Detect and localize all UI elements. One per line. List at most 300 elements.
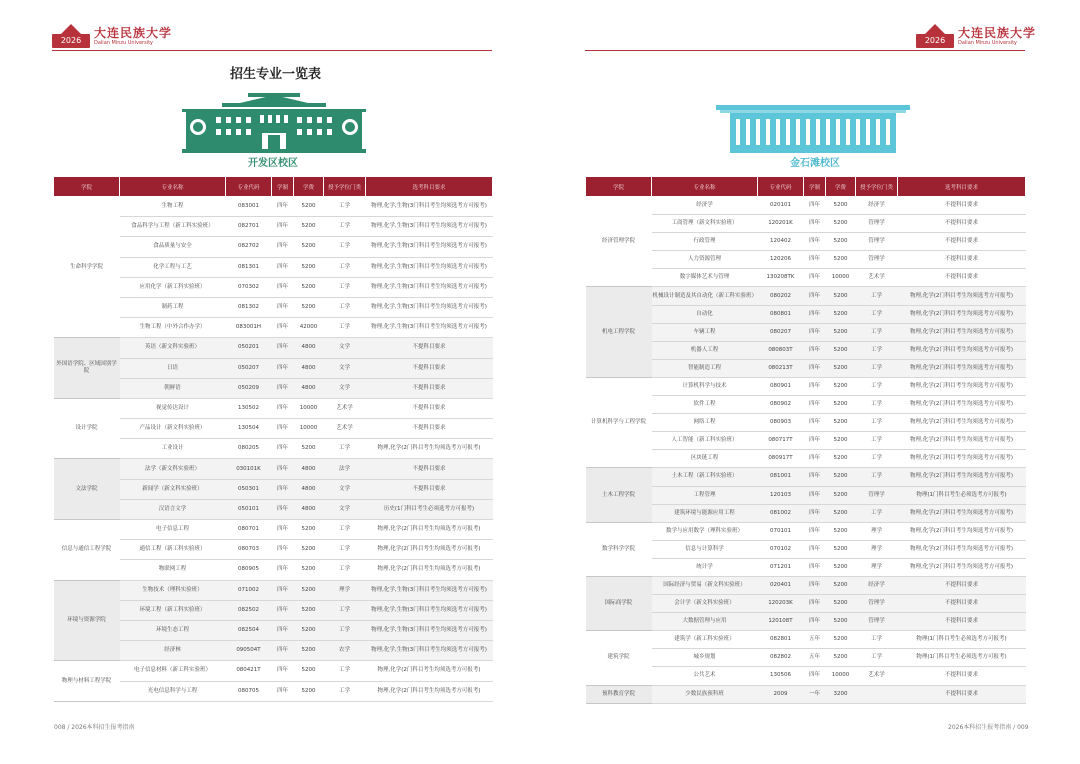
major-code-cell: 070101: [758, 522, 804, 540]
degree-cell: 管理学: [856, 595, 898, 613]
jinshitan-campus-label: 金石滩校区: [790, 158, 840, 169]
major-code-cell: 080703: [226, 540, 272, 560]
major-code-cell: 082502: [226, 600, 272, 620]
requirement-cell: 物理,化学(2门科目考生均须选考方可报考): [898, 377, 1026, 395]
duration-cell: 四年: [272, 378, 294, 398]
major-code-cell: 030101K: [226, 459, 272, 479]
table-row: [586, 576, 1026, 594]
requirement-cell: 物理,化学,生物(3门科目考生均须选考方可报考): [366, 257, 493, 277]
requirement-cell: 不提科目要求: [898, 685, 1026, 703]
duration-cell: 四年: [272, 257, 294, 277]
degree-cell: 工学: [856, 305, 898, 323]
major-code-cell: 083001H: [226, 318, 272, 338]
duration-cell: 四年: [272, 297, 294, 317]
table-row: [586, 269, 1026, 287]
duration-cell: 四年: [804, 504, 826, 522]
duration-cell: 四年: [804, 305, 826, 323]
table-row: [586, 486, 1026, 504]
requirement-cell: 不提科目要求: [898, 197, 1026, 215]
tuition-cell: 5200: [294, 439, 324, 459]
table-row: [586, 522, 1026, 540]
degree-cell: 理学: [856, 558, 898, 576]
major-code-cell: 120402: [758, 233, 804, 251]
header-major: 专业名称: [652, 177, 758, 197]
requirement-cell: 物理,化学(2门科目考生均须选考方可报考): [898, 432, 1026, 450]
tuition-cell: 5200: [826, 305, 856, 323]
requirement-cell: 不提科目要求: [898, 251, 1026, 269]
major-name-cell: 制药工程: [120, 297, 226, 317]
requirement-cell: 历史(1门科目考生必须选考方可报考): [366, 499, 493, 519]
major-name-cell: 产品设计（新文科实验班）: [120, 419, 226, 439]
table-row: [54, 237, 493, 257]
major-name-cell: 国际经济与贸易（新文科实验班）: [652, 576, 758, 594]
college-cell: 建筑学院: [586, 631, 652, 685]
tuition-cell: 5200: [826, 215, 856, 233]
major-name-cell: 建筑环境与能源应用工程: [652, 504, 758, 522]
tuition-cell: 10000: [294, 419, 324, 439]
requirement-cell: 物理,化学,生物(3门科目考生均须选考方可报考): [366, 600, 493, 620]
degree-cell: 管理学: [856, 251, 898, 269]
table-row: [586, 504, 1026, 522]
requirement-cell: 物理,化学(2门科目考生均须选考方可报考): [898, 305, 1026, 323]
major-code-cell: 080701: [226, 520, 272, 540]
tuition-cell: 4800: [294, 358, 324, 378]
college-cell: 数学科学学院: [586, 522, 652, 576]
left-header-rule: [52, 50, 492, 51]
duration-cell: 四年: [804, 468, 826, 486]
table-row: [54, 378, 493, 398]
duration-cell: 四年: [272, 358, 294, 378]
major-name-cell: 会计学（新文科实验班）: [652, 595, 758, 613]
duration-cell: 四年: [804, 486, 826, 504]
requirement-cell: 物理,化学,生物(3门科目考生均须选考方可报考): [366, 620, 493, 640]
degree-cell: 工学: [856, 649, 898, 667]
tuition-cell: 5200: [826, 486, 856, 504]
duration-cell: 四年: [272, 600, 294, 620]
requirement-cell: 不提科目要求: [366, 378, 493, 398]
duration-cell: 五年: [804, 649, 826, 667]
tuition-cell: 5200: [294, 580, 324, 600]
table-row: [54, 439, 493, 459]
requirement-cell: 物理,化学,生物(3门科目考生均须选考方可报考): [366, 318, 493, 338]
table-row: [54, 620, 493, 640]
requirement-cell: 不提科目要求: [898, 233, 1026, 251]
major-code-cell: 080705: [226, 681, 272, 701]
header-requirement: 选考科目要求: [366, 177, 493, 197]
header-degree: 授予学位门类: [324, 177, 366, 197]
college-cell: 文法学院: [54, 459, 120, 520]
requirement-cell: 物理,化学(2门科目考生均须选考方可报考): [898, 540, 1026, 558]
major-name-cell: 车辆工程: [652, 323, 758, 341]
duration-cell: 四年: [272, 277, 294, 297]
major-name-cell: 信息与计算科学: [652, 540, 758, 558]
logo-en-name: Dalian Minzu University: [94, 39, 153, 46]
duration-cell: 四年: [804, 233, 826, 251]
table-row: [586, 613, 1026, 631]
duration-cell: 四年: [272, 620, 294, 640]
logo-year-badge: 2026: [916, 34, 954, 48]
duration-cell: 四年: [804, 396, 826, 414]
table-row: [54, 459, 493, 479]
requirement-cell: 物理,化学(2门科目考生均须选考方可报考): [898, 468, 1026, 486]
tuition-cell: 5200: [826, 359, 856, 377]
major-name-cell: 化学工程与工艺: [120, 257, 226, 277]
tuition-cell: 5200: [826, 432, 856, 450]
degree-cell: 工学: [324, 520, 366, 540]
header-major: 专业名称: [120, 177, 226, 197]
table-row: [54, 580, 493, 600]
right-header-rule: [585, 50, 1025, 51]
degree-cell: 工学: [856, 287, 898, 305]
degree-cell: 经济学: [856, 576, 898, 594]
requirement-cell: 物理,化学(2门科目考生均须选考方可报考): [366, 560, 493, 580]
duration-cell: 四年: [272, 520, 294, 540]
degree-cell: 工学: [324, 297, 366, 317]
header-tuition: 学费: [826, 177, 856, 197]
tuition-cell: 5200: [826, 341, 856, 359]
tuition-cell: 5200: [826, 450, 856, 468]
degree-cell: 农学: [324, 641, 366, 661]
tuition-cell: 5200: [826, 504, 856, 522]
requirement-cell: 物理(1门科目考生必须选考方可报考): [898, 631, 1026, 649]
table-row: [54, 499, 493, 519]
major-name-cell: 法学（新文科实验班）: [120, 459, 226, 479]
table-row: [586, 233, 1026, 251]
degree-cell: 艺术学: [324, 398, 366, 418]
table-row: [54, 338, 493, 358]
requirement-cell: 物理,化学(2门科目考生均须选考方可报考): [898, 558, 1026, 576]
major-name-cell: 英语（新文科实验班）: [120, 338, 226, 358]
table-row: [54, 540, 493, 560]
major-name-cell: 生物工程（中外合作办学）: [120, 318, 226, 338]
kaifaqu-building-icon: [182, 93, 366, 153]
table-row: [586, 685, 1026, 703]
major-code-cell: 020101: [758, 197, 804, 215]
requirement-cell: 物理,化学(2门科目考生均须选考方可报考): [898, 287, 1026, 305]
degree-cell: 文学: [324, 499, 366, 519]
degree-cell: 工学: [324, 439, 366, 459]
table-row: [54, 217, 493, 237]
degree-cell: 工学: [324, 681, 366, 701]
major-code-cell: 120201K: [758, 215, 804, 233]
tuition-cell: 5200: [826, 377, 856, 395]
tuition-cell: 5200: [294, 641, 324, 661]
header-duration: 学制: [804, 177, 826, 197]
tuition-cell: 4800: [294, 499, 324, 519]
tuition-cell: 5200: [826, 197, 856, 215]
tuition-cell: 4800: [294, 479, 324, 499]
major-name-cell: 智能制造工程: [652, 359, 758, 377]
degree-cell: 艺术学: [324, 419, 366, 439]
major-code-cell: 050201: [226, 338, 272, 358]
table-row: [54, 318, 493, 338]
duration-cell: 四年: [272, 419, 294, 439]
major-name-cell: 工商管理（新文科实验班）: [652, 215, 758, 233]
jinshitan-table-body: [586, 197, 1026, 704]
major-name-cell: 经济林: [120, 641, 226, 661]
duration-cell: 四年: [272, 641, 294, 661]
major-name-cell: 人力资源管理: [652, 251, 758, 269]
table-row: [586, 540, 1026, 558]
major-code-cell: 120203K: [758, 595, 804, 613]
table-row: [54, 197, 493, 217]
major-name-cell: 光电信息科学与工程: [120, 681, 226, 701]
duration-cell: 四年: [804, 359, 826, 377]
table-row: [54, 600, 493, 620]
tuition-cell: 5200: [826, 540, 856, 558]
jinshitan-majors-table: [585, 176, 1026, 704]
duration-cell: 四年: [804, 576, 826, 594]
degree-cell: 工学: [856, 396, 898, 414]
college-cell: 土木工程学院: [586, 468, 652, 522]
degree-cell: 工学: [324, 237, 366, 257]
degree-cell: 理学: [856, 540, 898, 558]
duration-cell: 五年: [804, 631, 826, 649]
major-name-cell: 日语: [120, 358, 226, 378]
duration-cell: 四年: [804, 197, 826, 215]
tuition-cell: 5200: [294, 277, 324, 297]
requirement-cell: 物理,化学,生物(3门科目考生均须选考方可报考): [366, 217, 493, 237]
tuition-cell: 5200: [826, 631, 856, 649]
requirement-cell: 物理,化学(2门科目考生均须选考方可报考): [898, 341, 1026, 359]
requirement-cell: 不提科目要求: [366, 419, 493, 439]
major-name-cell: 城乡规划: [652, 649, 758, 667]
table-row: [54, 661, 493, 681]
college-cell: 预科教育学院: [586, 685, 652, 703]
major-code-cell: 130208TK: [758, 269, 804, 287]
major-code-cell: 081301: [226, 257, 272, 277]
major-code-cell: 080202: [758, 287, 804, 305]
degree-cell: 工学: [856, 504, 898, 522]
tuition-cell: 5200: [826, 522, 856, 540]
requirement-cell: 物理(1门科目考生必须选考方可报考): [898, 486, 1026, 504]
college-cell: 经济管理学院: [586, 197, 652, 287]
table-row: [586, 667, 1026, 685]
requirement-cell: 不提科目要求: [366, 398, 493, 418]
major-name-cell: 视觉传达设计: [120, 398, 226, 418]
tuition-cell: 5200: [294, 520, 324, 540]
major-name-cell: 机器人工程: [652, 341, 758, 359]
college-cell: 环境与资源学院: [54, 580, 120, 661]
right-logo: [916, 24, 1036, 48]
table-row: [586, 631, 1026, 649]
duration-cell: 四年: [272, 197, 294, 217]
tuition-cell: 4800: [294, 459, 324, 479]
requirement-cell: 物理,化学(2门科目考生均须选考方可报考): [898, 414, 1026, 432]
major-name-cell: 物联网工程: [120, 560, 226, 580]
duration-cell: 四年: [804, 432, 826, 450]
requirement-cell: 不提科目要求: [898, 667, 1026, 685]
degree-cell: 管理学: [856, 486, 898, 504]
major-code-cell: 090504T: [226, 641, 272, 661]
major-code-cell: 081302: [226, 297, 272, 317]
tuition-cell: 5200: [294, 297, 324, 317]
degree-cell: 文学: [324, 358, 366, 378]
requirement-cell: 物理,化学,生物(3门科目考生均须选考方可报考): [366, 297, 493, 317]
table-row: [586, 377, 1026, 395]
duration-cell: 四年: [272, 499, 294, 519]
degree-cell: 工学: [324, 600, 366, 620]
degree-cell: 管理学: [856, 215, 898, 233]
tuition-cell: 4800: [294, 378, 324, 398]
major-code-cell: 050207: [226, 358, 272, 378]
major-code-cell: 080717T: [758, 432, 804, 450]
major-code-cell: 080803T: [758, 341, 804, 359]
duration-cell: 四年: [804, 341, 826, 359]
table-row: [586, 215, 1026, 233]
duration-cell: 四年: [272, 439, 294, 459]
major-code-cell: 120103: [758, 486, 804, 504]
header-code: 专业代码: [226, 177, 272, 197]
tuition-cell: 5200: [826, 649, 856, 667]
duration-cell: 四年: [272, 459, 294, 479]
major-code-cell: 082801: [758, 631, 804, 649]
major-code-cell: 130504: [226, 419, 272, 439]
major-name-cell: 朝鲜语: [120, 378, 226, 398]
major-code-cell: 120206: [758, 251, 804, 269]
tuition-cell: 5200: [294, 257, 324, 277]
major-code-cell: 120108T: [758, 613, 804, 631]
duration-cell: 四年: [272, 217, 294, 237]
requirement-cell: 不提科目要求: [898, 576, 1026, 594]
major-code-cell: 081002: [758, 504, 804, 522]
table-row: [586, 359, 1026, 377]
major-name-cell: 食品科学与工程（新工科实验班）: [120, 217, 226, 237]
tuition-cell: 5200: [826, 468, 856, 486]
major-code-cell: 050101: [226, 499, 272, 519]
header-degree: 授予学位门类: [856, 177, 898, 197]
table-row: [54, 257, 493, 277]
degree-cell: 工学: [324, 257, 366, 277]
logo-name: 大连民族大学: [958, 25, 1037, 40]
duration-cell: 四年: [804, 540, 826, 558]
degree-cell: 文学: [324, 338, 366, 358]
duration-cell: 四年: [804, 377, 826, 395]
major-code-cell: 080421T: [226, 661, 272, 681]
table-row: [54, 419, 493, 439]
college-cell: 计算机科学与工程学院: [586, 377, 652, 467]
major-code-cell: 081001: [758, 468, 804, 486]
duration-cell: 四年: [804, 595, 826, 613]
requirement-cell: 不提科目要求: [898, 215, 1026, 233]
duration-cell: 四年: [272, 560, 294, 580]
requirement-cell: 物理,化学(2门科目考生均须选考方可报考): [898, 396, 1026, 414]
logo-en-name: Dalian Minzu University: [958, 39, 1017, 46]
major-code-cell: 082802: [758, 649, 804, 667]
requirement-cell: 不提科目要求: [898, 595, 1026, 613]
table-row: [586, 396, 1026, 414]
degree-cell: 工学: [856, 359, 898, 377]
major-name-cell: 环境生态工程: [120, 620, 226, 640]
degree-cell: 工学: [324, 560, 366, 580]
major-code-cell: 050301: [226, 479, 272, 499]
degree-cell: 艺术学: [856, 269, 898, 287]
major-code-cell: 082701: [226, 217, 272, 237]
degree-cell: 工学: [856, 432, 898, 450]
requirement-cell: 物理,化学(2门科目考生均须选考方可报考): [366, 439, 493, 459]
college-cell: 信息与通信工程学院: [54, 520, 120, 581]
major-name-cell: 机械设计制造及其自动化（新工科实验班）: [652, 287, 758, 305]
requirement-cell: 物理,化学,生物(3门科目考生均须选考方可报考): [366, 580, 493, 600]
major-code-cell: 080207: [758, 323, 804, 341]
tuition-cell: 42000: [294, 318, 324, 338]
requirement-cell: 物理,化学,生物(3门科目考生均须选考方可报考): [366, 237, 493, 257]
table-row: [54, 398, 493, 418]
major-name-cell: 区块链工程: [652, 450, 758, 468]
requirement-cell: 不提科目要求: [366, 358, 493, 378]
tuition-cell: 5200: [294, 560, 324, 580]
degree-cell: 理学: [856, 522, 898, 540]
major-name-cell: 工业设计: [120, 439, 226, 459]
tuition-cell: 5200: [826, 233, 856, 251]
major-name-cell: 数学与应用数学（理科实验班）: [652, 522, 758, 540]
right-page-footer: 2026本科招生报考指南 / 009: [948, 724, 1029, 731]
table-row: [54, 560, 493, 580]
requirement-cell: 物理,化学(2门科目考生均须选考方可报考): [898, 522, 1026, 540]
header-code: 专业代码: [758, 177, 804, 197]
tuition-cell: 10000: [826, 667, 856, 685]
duration-cell: 四年: [272, 338, 294, 358]
major-name-cell: 环境工程（新工科实验班）: [120, 600, 226, 620]
tuition-cell: 5200: [294, 197, 324, 217]
requirement-cell: 物理,化学(2门科目考生均须选考方可报考): [366, 661, 493, 681]
requirement-cell: 物理,化学,生物(3门科目考生均须选考方可报考): [366, 277, 493, 297]
duration-cell: 四年: [804, 414, 826, 432]
table-row: [54, 479, 493, 499]
degree-cell: 工学: [856, 377, 898, 395]
tuition-cell: 5200: [826, 251, 856, 269]
table-row: [54, 641, 493, 661]
duration-cell: 四年: [272, 237, 294, 257]
duration-cell: 四年: [272, 540, 294, 560]
tuition-cell: 10000: [826, 269, 856, 287]
table-row: [586, 468, 1026, 486]
major-code-cell: 050209: [226, 378, 272, 398]
degree-cell: 工学: [856, 414, 898, 432]
tuition-cell: 5200: [826, 576, 856, 594]
degree-cell: 管理学: [856, 613, 898, 631]
degree-cell: 工学: [324, 661, 366, 681]
major-name-cell: 电子信息材料（新工科实验班）: [120, 661, 226, 681]
major-code-cell: 080917T: [758, 450, 804, 468]
major-name-cell: 公共艺术: [652, 667, 758, 685]
table-row: [586, 251, 1026, 269]
tuition-cell: 5200: [294, 540, 324, 560]
major-code-cell: 080901: [758, 377, 804, 395]
jinshitan-building-icon: [716, 105, 910, 153]
degree-cell: 工学: [856, 341, 898, 359]
requirement-cell: 物理,化学(2门科目考生均须选考方可报考): [366, 681, 493, 701]
college-cell: 生命科学学院: [54, 197, 120, 338]
major-name-cell: 工程管理: [652, 486, 758, 504]
college-cell: 机电工程学院: [586, 287, 652, 377]
major-name-cell: 计算机科学与技术: [652, 377, 758, 395]
major-name-cell: 人工智能（新工科实验班）: [652, 432, 758, 450]
table-row: [586, 450, 1026, 468]
degree-cell: 经济学: [856, 197, 898, 215]
tuition-cell: 5200: [826, 414, 856, 432]
table-row: [586, 558, 1026, 576]
logo-name: 大连民族大学: [94, 25, 173, 40]
major-name-cell: 汉语言文学: [120, 499, 226, 519]
degree-cell: 理学: [324, 580, 366, 600]
left-page-footer: 008 / 2026本科招生报考指南: [54, 724, 135, 731]
degree-cell: 文学: [324, 479, 366, 499]
degree-cell: 工学: [324, 318, 366, 338]
degree-cell: 工学: [856, 631, 898, 649]
tuition-cell: 5200: [826, 323, 856, 341]
degree-cell: 法学: [324, 459, 366, 479]
